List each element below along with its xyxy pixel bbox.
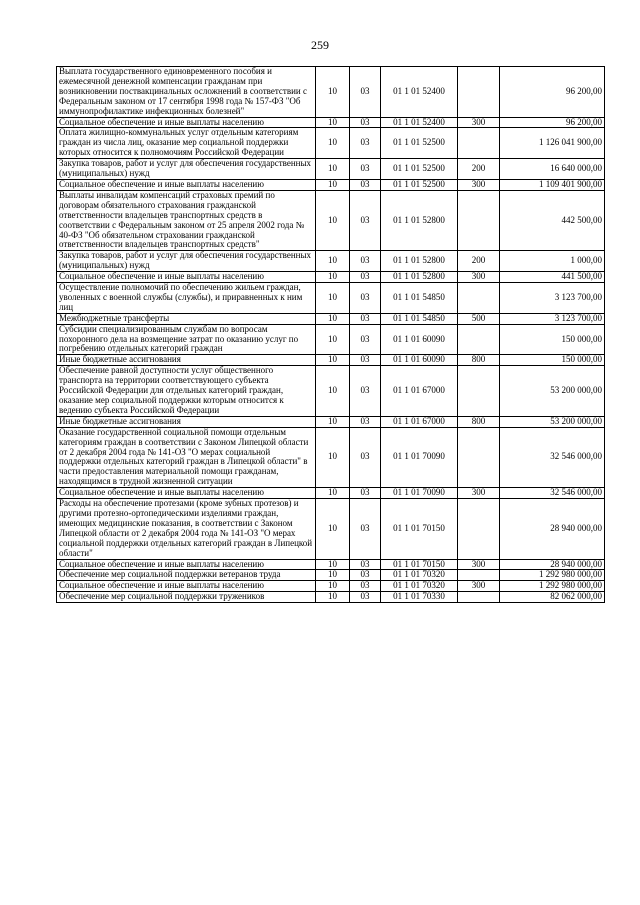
expense-name: Социальное обеспечение и иные выплаты населению <box>57 179 316 190</box>
subsection-code: 03 <box>350 355 381 366</box>
expense-name: Социальное обеспечение и иные выплаты населению <box>57 272 316 283</box>
expense-kind-code: 800 <box>458 416 500 427</box>
table-row <box>57 581 605 592</box>
target-article-code: 01 1 01 70150 <box>381 559 458 570</box>
table-row <box>57 117 605 128</box>
section-code: 10 <box>316 366 350 417</box>
subsection-code: 03 <box>350 67 381 118</box>
amount: 28 940 000,00 <box>500 559 605 570</box>
table-row <box>57 570 605 581</box>
table-row <box>57 179 605 190</box>
amount: 442 500,00 <box>500 190 605 250</box>
amount: 1 000,00 <box>500 251 605 272</box>
expense-name: Закупка товаров, работ и услуг для обеспечения государственных (муниципальных) нужд <box>57 251 316 272</box>
expense-name: Иные бюджетные ассигнования <box>57 416 316 427</box>
expense-kind-code: 500 <box>458 313 500 324</box>
subsection-code: 03 <box>350 570 381 581</box>
section-code: 10 <box>316 488 350 499</box>
table-row <box>57 128 605 159</box>
expense-kind-code <box>458 190 500 250</box>
expense-name: Социальное обеспечение и иные выплаты населению <box>57 117 316 128</box>
expense-name: Субсидии специализированным службам по вопросам похоронного дела на возмещение затрат по оказанию услуг по погребению отдельных категорий граждан <box>57 324 316 355</box>
subsection-code: 03 <box>350 416 381 427</box>
table-row <box>57 251 605 272</box>
amount: 3 123 700,00 <box>500 283 605 314</box>
section-code: 10 <box>316 324 350 355</box>
subsection-code: 03 <box>350 117 381 128</box>
subsection-code: 03 <box>350 159 381 180</box>
amount: 32 546 000,00 <box>500 488 605 499</box>
table-row <box>57 313 605 324</box>
subsection-code: 03 <box>350 488 381 499</box>
expense-name: Оплата жилищно-коммунальных услуг отдельным категориям граждан из числа лиц, оказание мер социальной поддержки которых относится к полномочиям Российской Федерации <box>57 128 316 159</box>
target-article-code: 01 1 01 60090 <box>381 324 458 355</box>
amount: 82 062 000,00 <box>500 592 605 603</box>
amount: 150 000,00 <box>500 324 605 355</box>
target-article-code: 01 1 01 54850 <box>381 283 458 314</box>
expense-kind-code: 300 <box>458 559 500 570</box>
expense-kind-code <box>458 324 500 355</box>
expense-kind-code: 300 <box>458 581 500 592</box>
table-row <box>57 366 605 417</box>
target-article-code: 01 1 01 70330 <box>381 592 458 603</box>
table-row <box>57 159 605 180</box>
table-row <box>57 283 605 314</box>
expense-name: Обеспечение мер социальной поддержки тружеников <box>57 592 316 603</box>
amount: 16 640 000,00 <box>500 159 605 180</box>
subsection-code: 03 <box>350 179 381 190</box>
expense-name: Расходы на обеспечение протезами (кроме зубных протезов) и другими протезно-ортопедическими изделиями граждан, имеющих медицинские показания, в соответствии с Законом Липецкой области от 2 декабря 2004 года № 141-ОЗ "О мерах социальной поддержки отдельных категорий граждан в Липецкой области" <box>57 499 316 559</box>
section-code: 10 <box>316 427 350 487</box>
target-article-code: 01 1 01 52800 <box>381 190 458 250</box>
target-article-code: 01 1 01 70150 <box>381 499 458 559</box>
expense-name: Выплата государственного единовременного пособия и ежемесячной денежной компенсации гражданам при возникновении поствакцинальных осложнений в соответствии с Федеральным законом от 17 сентября 1998 года № 157-ФЗ "Об иммунопрофилактике инфекционных болезней" <box>57 67 316 118</box>
expense-kind-code: 200 <box>458 251 500 272</box>
subsection-code: 03 <box>350 559 381 570</box>
section-code: 10 <box>316 592 350 603</box>
expense-name: Обеспечение равной доступности услуг общественного транспорта на территории соответствующего субъекта Российской Федерации для отдельных категорий граждан, оказание мер социальной поддержки которым относится к ведению субъекта Российской Федерации <box>57 366 316 417</box>
section-code: 10 <box>316 159 350 180</box>
table-row <box>57 592 605 603</box>
budget-table-body <box>57 67 605 603</box>
expense-name: Иные бюджетные ассигнования <box>57 355 316 366</box>
amount: 32 546 000,00 <box>500 427 605 487</box>
amount: 53 200 000,00 <box>500 416 605 427</box>
table-row <box>57 190 605 250</box>
expense-kind-code: 200 <box>458 159 500 180</box>
section-code: 10 <box>316 251 350 272</box>
expense-name: Межбюджетные трансферты <box>57 313 316 324</box>
expense-name: Осуществление полномочий по обеспечению жильем граждан, уволенных с военной службы (службы), и приравненных к ним лиц <box>57 283 316 314</box>
target-article-code: 01 1 01 67000 <box>381 416 458 427</box>
target-article-code: 01 1 01 52800 <box>381 272 458 283</box>
table-row <box>57 272 605 283</box>
subsection-code: 03 <box>350 128 381 159</box>
amount: 96 200,00 <box>500 67 605 118</box>
expense-name: Социальное обеспечение и иные выплаты населению <box>57 581 316 592</box>
section-code: 10 <box>316 117 350 128</box>
expense-kind-code <box>458 128 500 159</box>
table-row <box>57 559 605 570</box>
target-article-code: 01 1 01 70320 <box>381 570 458 581</box>
table-row <box>57 488 605 499</box>
section-code: 10 <box>316 67 350 118</box>
section-code: 10 <box>316 190 350 250</box>
amount: 441 500,00 <box>500 272 605 283</box>
section-code: 10 <box>316 581 350 592</box>
page-number: 259 <box>311 38 329 52</box>
amount: 1 126 041 900,00 <box>500 128 605 159</box>
target-article-code: 01 1 01 70090 <box>381 488 458 499</box>
subsection-code: 03 <box>350 272 381 283</box>
table-row <box>57 355 605 366</box>
expense-name: Социальное обеспечение и иные выплаты населению <box>57 488 316 499</box>
target-article-code: 01 1 01 52800 <box>381 251 458 272</box>
expense-kind-code <box>458 283 500 314</box>
expense-kind-code <box>458 427 500 487</box>
table-row <box>57 67 605 118</box>
subsection-code: 03 <box>350 499 381 559</box>
amount: 1 109 401 900,00 <box>500 179 605 190</box>
expense-kind-code: 300 <box>458 272 500 283</box>
expense-kind-code: 800 <box>458 355 500 366</box>
target-article-code: 01 1 01 52500 <box>381 128 458 159</box>
table-row <box>57 499 605 559</box>
section-code: 10 <box>316 559 350 570</box>
expense-kind-code <box>458 67 500 118</box>
section-code: 10 <box>316 179 350 190</box>
target-article-code: 01 1 01 52400 <box>381 67 458 118</box>
expense-kind-code <box>458 570 500 581</box>
expense-name: Обеспечение мер социальной поддержки ветеранов труда <box>57 570 316 581</box>
subsection-code: 03 <box>350 251 381 272</box>
target-article-code: 01 1 01 60090 <box>381 355 458 366</box>
subsection-code: 03 <box>350 324 381 355</box>
subsection-code: 03 <box>350 592 381 603</box>
table-row <box>57 416 605 427</box>
expense-kind-code: 300 <box>458 179 500 190</box>
amount: 1 292 980 000,00 <box>500 581 605 592</box>
table-row <box>57 427 605 487</box>
amount: 53 200 000,00 <box>500 366 605 417</box>
section-code: 10 <box>316 499 350 559</box>
expense-name: Закупка товаров, работ и услуг для обеспечения государственных (муниципальных) нужд <box>57 159 316 180</box>
budget-table <box>56 66 605 603</box>
section-code: 10 <box>316 355 350 366</box>
expense-name: Оказание государственной социальной помощи отдельным категориям граждан в соответствии с Законом Липецкой области от 2 декабря 2004 года № 141-ОЗ "О мерах социальной поддержки отдельных категорий граждан в Липецкой области" в части предоставления материальной помощи гражданам, находящимся в трудной жизненной ситуации <box>57 427 316 487</box>
target-article-code: 01 1 01 52500 <box>381 179 458 190</box>
expense-kind-code <box>458 366 500 417</box>
amount: 3 123 700,00 <box>500 313 605 324</box>
subsection-code: 03 <box>350 283 381 314</box>
subsection-code: 03 <box>350 313 381 324</box>
section-code: 10 <box>316 128 350 159</box>
expense-name: Выплаты инвалидам компенсаций страховых премий по договорам обязательного страхования гражданской ответственности владельцев транспортных средств в соответствии с Федеральным законом от 25 апреля 2002 года № 40-ФЗ "Об обязательном страховании гражданской ответственности владельцев транспортных средств" <box>57 190 316 250</box>
amount: 1 292 980 000,00 <box>500 570 605 581</box>
amount: 28 940 000,00 <box>500 499 605 559</box>
subsection-code: 03 <box>350 581 381 592</box>
target-article-code: 01 1 01 52400 <box>381 117 458 128</box>
section-code: 10 <box>316 283 350 314</box>
section-code: 10 <box>316 570 350 581</box>
expense-name: Социальное обеспечение и иные выплаты населению <box>57 559 316 570</box>
target-article-code: 01 1 01 52500 <box>381 159 458 180</box>
section-code: 10 <box>316 272 350 283</box>
amount: 150 000,00 <box>500 355 605 366</box>
subsection-code: 03 <box>350 366 381 417</box>
section-code: 10 <box>316 416 350 427</box>
expense-kind-code: 300 <box>458 117 500 128</box>
subsection-code: 03 <box>350 427 381 487</box>
subsection-code: 03 <box>350 190 381 250</box>
expense-kind-code <box>458 592 500 603</box>
expense-kind-code: 300 <box>458 488 500 499</box>
table-row <box>57 324 605 355</box>
target-article-code: 01 1 01 70320 <box>381 581 458 592</box>
target-article-code: 01 1 01 70090 <box>381 427 458 487</box>
target-article-code: 01 1 01 67000 <box>381 366 458 417</box>
expense-kind-code <box>458 499 500 559</box>
target-article-code: 01 1 01 54850 <box>381 313 458 324</box>
section-code: 10 <box>316 313 350 324</box>
amount: 96 200,00 <box>500 117 605 128</box>
